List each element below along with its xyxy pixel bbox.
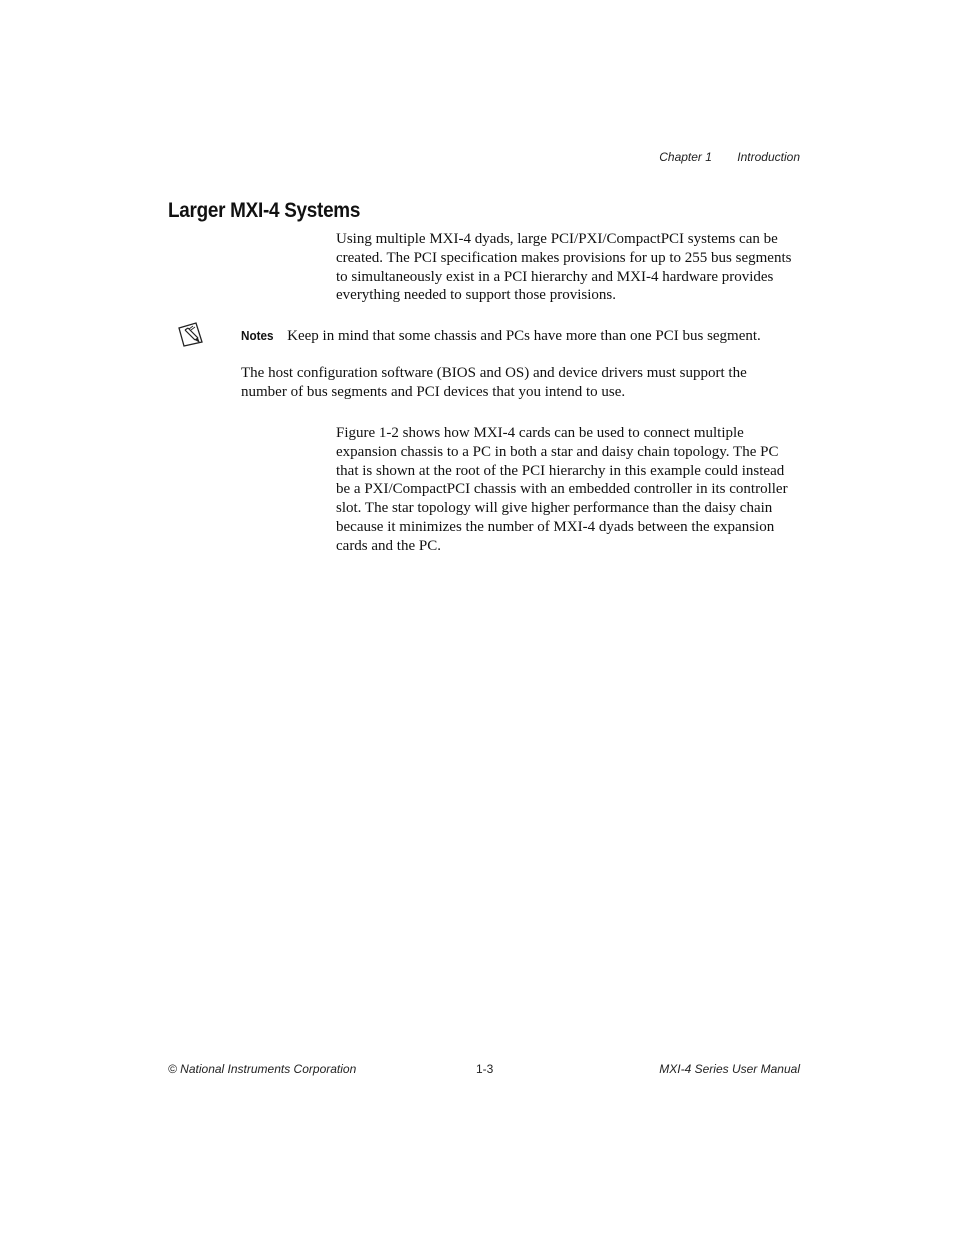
note-first-line xyxy=(241,327,801,346)
footer-page-number: 1-3 xyxy=(476,1062,494,1076)
note-label: Notes xyxy=(241,328,274,343)
section-title: Larger MXI-4 Systems xyxy=(168,199,361,222)
header-chapter: Chapter 1 xyxy=(659,150,712,164)
running-header xyxy=(659,150,800,164)
intro-paragraph: Using multiple MXI-4 dyads, large PCI/PXI/CompactPCI systems can be created. The PCI specification makes provisions for up to 255 bus segments to simultaneously exist in a PCI hierarchy and MXI-4 hardware provides everything needed to support those provisions. xyxy=(336,231,792,304)
header-section: Introduction xyxy=(737,150,800,164)
figure-description-paragraph: Figure 1-2 shows how MXI-4 cards can be used to connect multiple expansion chassis to a PC in both a star and daisy chain topology. The PC that is shown at the root of the PCI hierarchy in this example could instead be a PXI/CompactPCI chassis with an embedded controller in its controller slot. The star topology will give higher performance than the daisy chain because it minimizes the number of MXI-4 dyads between the expansion cards and the PC. xyxy=(336,425,788,554)
note-pencil-icon xyxy=(176,320,206,348)
note-block xyxy=(241,327,801,401)
footer-manual-title: MXI-4 Series User Manual xyxy=(659,1062,800,1076)
note-text-2: The host configuration software (BIOS and OS) and device drivers must support the number of bus segments and PCI devices that you intend to use. xyxy=(241,364,747,400)
footer-copyright: © National Instruments Corporation xyxy=(168,1062,357,1076)
note-text-1: Keep in mind that some chassis and PCs have more than one PCI bus segment. xyxy=(287,328,761,344)
